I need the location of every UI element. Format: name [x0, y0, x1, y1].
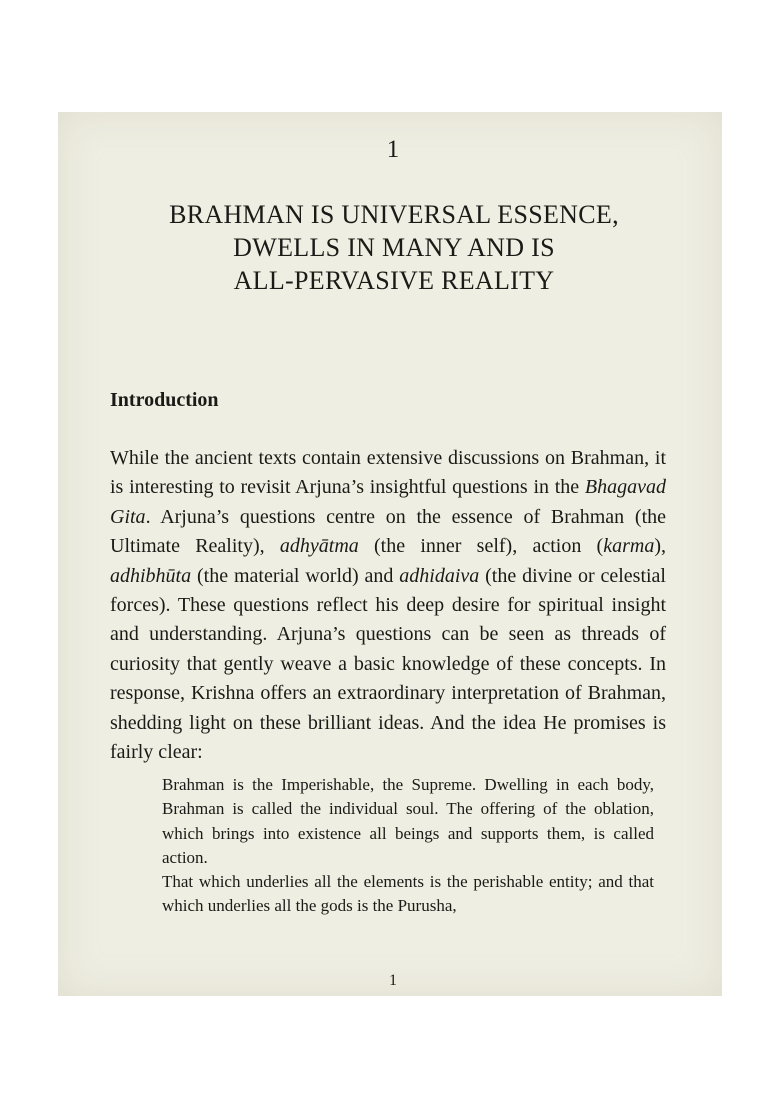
section-heading: Introduction	[110, 389, 219, 411]
body-paragraph	[110, 444, 666, 767]
text-run: While the ancient texts contain extensive discussions on Brahman, it is interesting to revisit Arjuna’s insightful questions in the	[110, 447, 666, 499]
italic-term: adhibhūta	[110, 564, 192, 587]
block-quote: That which underlies all the elements is the perishable entity; and that which underlies all the gods is the Purusha,	[162, 872, 654, 916]
text-run: . Arjuna’s questions centre on the essence of Brahman (the Ultimate Reality),	[110, 505, 666, 558]
italic-term: adhidaiva	[399, 564, 480, 587]
chapter-title-line: BRAHMAN IS UNIVERSAL ESSENCE,	[169, 200, 619, 229]
chapter-title-line: ALL-PERVASIVE REALITY	[233, 266, 555, 295]
page-number: 1	[389, 972, 397, 989]
chapter-number: 1	[386, 136, 400, 163]
text-run: (the material world) and	[191, 564, 400, 587]
italic-term: adhyātma	[279, 535, 359, 558]
text-run: (the inner self), action (	[358, 535, 604, 558]
text-run: (the divine or celestial forces). These questions reflect his deep desire for spiritual insight and understanding. Arjuna’s questions can be seen as threads of curiosity that gently weave a basic knowledge of these concepts. In response, Krishna offers an extraordinary interpretation of Brahman, shedding light on these brilliant ideas. And the idea He promises is fairly clear:	[110, 564, 666, 764]
chapter-title-line: DWELLS IN MANY AND IS	[233, 233, 555, 262]
text-run: ),	[654, 535, 666, 558]
book-page	[58, 112, 722, 996]
italic-term: Bhagavad Gita	[110, 476, 666, 528]
italic-term: karma	[603, 535, 655, 558]
chapter-title	[78, 198, 710, 297]
block-quote: Brahman is the Imperishable, the Supreme. Dwelling in each body, Brahman is called the individual soul. The offering of the oblation, which brings into existence all beings and supports them, is called action.	[162, 775, 654, 868]
